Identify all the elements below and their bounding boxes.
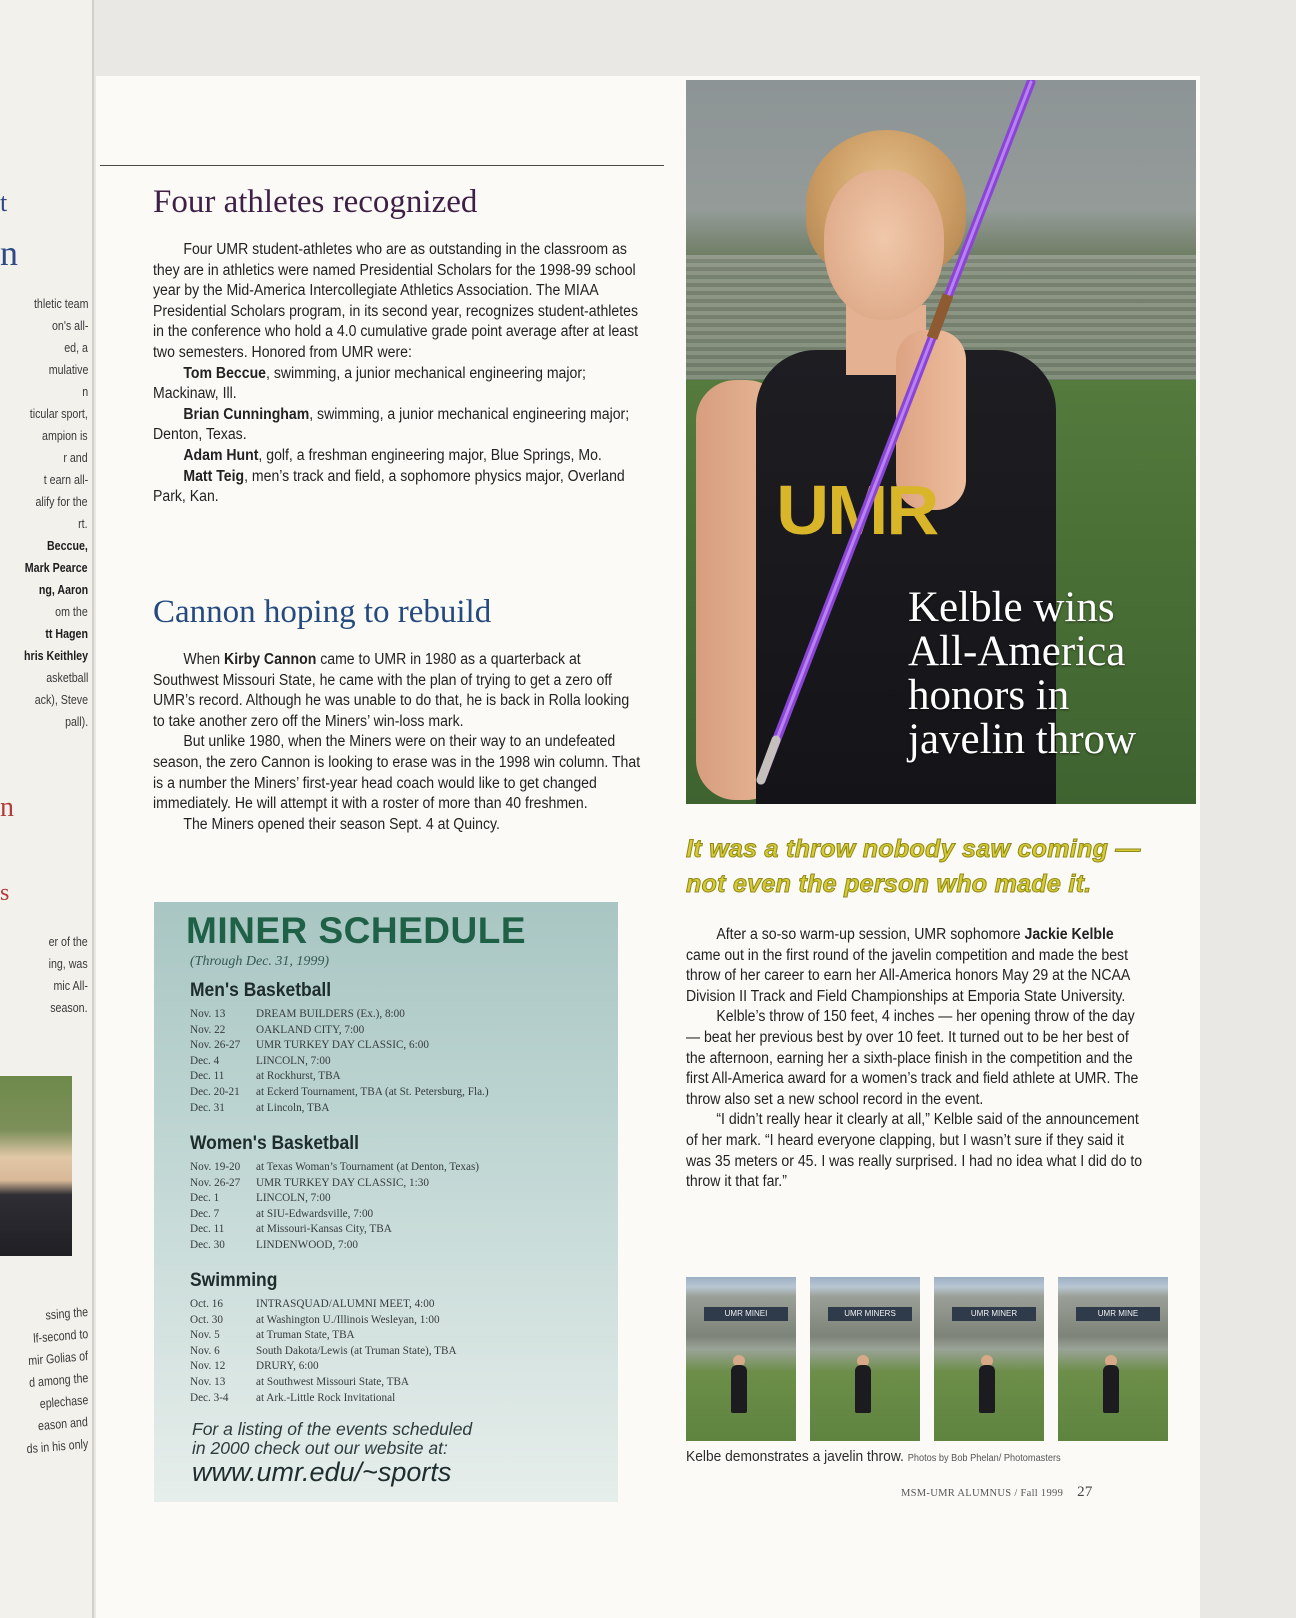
womens-basketball-list: [190, 1160, 610, 1254]
schedule-row: [190, 1328, 610, 1344]
schedule-event: DRURY, 6:00: [256, 1360, 319, 1373]
prev-text-fragment: mulative: [48, 362, 88, 377]
prev-heading-fragment: s: [0, 880, 10, 906]
schedule-date: Oct. 16: [190, 1298, 223, 1310]
prev-heading-fragment: n: [0, 233, 18, 273]
prev-text-fragment: season.: [50, 1000, 88, 1015]
schedule-row: [190, 1101, 610, 1117]
prev-heading-fragment: n: [0, 792, 14, 823]
previous-page-edge: [0, 0, 94, 1618]
cannon-paragraph-2: But unlike 1980, when the Miners were on their way to an undefeated season, the zero Cannon is looking to erase was in the 1998 win column. That is a number the Miners’ first-year head coach would like to get changed immediately. He will attempt it with a roster of more than 40 freshmen.: [153, 733, 641, 813]
schedule-date: Oct. 30: [190, 1313, 223, 1326]
kelble-paragraph-1: After a so-so warm-up session, UMR sophomore Jackie Kelble came out in the first round of the javelin competition and made the best throw of her career to earn her All-America honors May 29 at the NCAA Division II Track and Field Championships at Emporia State University.: [686, 926, 1130, 1005]
schedule-date: Nov. 22: [190, 1023, 226, 1036]
schedule-row: [190, 1023, 610, 1039]
prev-text-fragment: om the: [55, 604, 88, 619]
schedule-title: MINER SCHEDULE: [186, 910, 527, 951]
schedule-event: UMR TURKEY DAY CLASSIC, 1:30: [256, 1176, 429, 1189]
prev-text-fragment: hris Keithley: [24, 648, 88, 663]
schedule-row: [190, 1297, 610, 1313]
schedule-row: [190, 1207, 610, 1223]
prev-text-fragment: tt Hagen: [45, 626, 88, 641]
schedule-event: UMR TURKEY DAY CLASSIC, 6:00: [256, 1039, 429, 1052]
prev-text-fragment: ed, a: [64, 340, 88, 355]
schedule-row: [190, 1238, 610, 1254]
prev-caption-line: eplechase: [39, 1392, 89, 1412]
page-number: 27: [1077, 1484, 1093, 1500]
schedule-date: Nov. 12: [190, 1360, 226, 1373]
swimming-heading: Swimming: [190, 1270, 278, 1291]
schedule-event: at Ark.-Little Rock Invitational: [256, 1391, 396, 1404]
kelble-article-body: [686, 925, 1146, 1193]
umr-shirt-logo: UMR: [776, 471, 938, 549]
prev-text-fragment: er of the: [48, 934, 88, 949]
schedule-date: Dec. 3-4: [190, 1391, 229, 1404]
prev-text-fragment: on's all-: [51, 318, 88, 333]
schedule-date: Dec. 20-21: [190, 1085, 240, 1098]
kelble-paragraph-2: Kelble’s throw of 150 feet, 4 inches — her opening throw of the day — beat her previous best by over 10 feet. It turned out to be her best of the afternoon, earning her a sixth-place finish in the competition and the first All-America award for a women’s track and field athlete at UMR. The throw also set a new school record in the event.: [686, 1008, 1139, 1108]
athlete-figure: [1103, 1365, 1119, 1413]
prev-text-fragment: ack), Steve: [34, 692, 88, 707]
cannon-paragraph-3: The Miners opened their season Sept. 4 at Quincy.: [183, 815, 500, 833]
schedule-date: Dec. 30: [190, 1238, 225, 1251]
schedule-event: DREAM BUILDERS (Ex.), 8:00: [256, 1008, 405, 1020]
athlete-figure: [731, 1365, 747, 1413]
throw-sequence-photo-3: [934, 1277, 1044, 1441]
cannon-body: [153, 650, 641, 835]
prev-text-fragment: alify for the: [35, 494, 88, 509]
womens-basketball-heading: Women's Basketball: [190, 1133, 359, 1154]
schedule-footer-line-1: For a listing of the events scheduled: [192, 1419, 473, 1439]
prev-text-fragment: r and: [63, 450, 88, 465]
schedule-date: Dec. 7: [190, 1207, 220, 1220]
prev-caption-line: d among the: [28, 1370, 89, 1391]
schedule-date: Nov. 5: [190, 1329, 220, 1342]
prev-caption-line: eason and: [37, 1414, 89, 1434]
schedule-event: at Missouri-Kansas City, TBA: [256, 1223, 392, 1236]
mens-basketball-list: [190, 1007, 610, 1116]
athlete-figure: [979, 1365, 995, 1413]
schedule-date: Dec. 11: [190, 1070, 225, 1083]
photo-caption: Kelbe demonstrates a javelin throw. Photos by Bob Phelan/ Photomasters: [686, 1448, 1061, 1465]
four-athletes-body: [153, 240, 641, 508]
sports-website-link[interactable]: www.umr.edu/~sports: [192, 1457, 452, 1487]
throw-sequence-photo-4: [1058, 1277, 1168, 1441]
schedule-date: Nov. 6: [190, 1344, 220, 1357]
stadium-sign: UMR MINER: [952, 1307, 1036, 1321]
stadium-sign: UMR MINE: [1076, 1307, 1160, 1321]
prev-text-fragment: ampion is: [42, 428, 88, 443]
schedule-row: [190, 1085, 610, 1101]
prev-text-fragment: asketball: [45, 670, 88, 685]
cannon-paragraph-1: When Kirby Cannon came to UMR in 1980 as a quarterback at Southwest Missouri State, he came with the plan of trying to get a zero off UMR’s record. Although he was unable to do that, he is back in Rolla looking to take another zero off the Miners’ win-loss mark.: [153, 651, 630, 730]
schedule-subtitle: (Through Dec. 31, 1999): [190, 954, 330, 969]
athlete-figure: [855, 1365, 871, 1413]
prev-text-fragment: ing, was: [48, 956, 88, 971]
four-athletes-heading: Four athletes recognized: [153, 184, 478, 220]
schedule-event: at Rockhurst, TBA: [256, 1070, 341, 1083]
schedule-row: [190, 1344, 610, 1360]
schedule-row: [190, 1391, 610, 1407]
schedule-event: OAKLAND CITY, 7:00: [256, 1023, 365, 1036]
prev-text-fragment: pall).: [64, 714, 88, 729]
feature-headline: Kelble wins All-America honors in javelin throw: [908, 584, 1137, 763]
prev-caption-line: lf-second to: [32, 1326, 89, 1346]
schedule-row: [190, 1191, 610, 1207]
schedule-row: [190, 1176, 610, 1192]
schedule-event: at Truman State, TBA: [256, 1329, 355, 1342]
prev-text-fragment: n: [82, 384, 88, 399]
schedule-date: Nov. 13: [190, 1375, 226, 1388]
page-folio: MSM-UMR ALUMNUS / Fall 1999 27: [901, 1484, 1093, 1500]
honoree-4: Matt Teig, men’s track and field, a sophomore physics major, Overland Park, Kan.: [153, 467, 625, 506]
four-intro: Four UMR student-athletes who are as outstanding in the classroom as they are in athletics were named Presidential Scholars for the 1998-99 school year by the Mid-America Intercollegiate Athletics Association. The MIAA Presidential Scholars program, in its second year, recognizes student-athletes in the conference who hold a 4.0 cumulative grade point average after at least two semesters. Honored from UMR were:: [153, 241, 639, 361]
schedule-event: LINCOLN, 7:00: [256, 1192, 331, 1205]
schedule-date: Nov. 26-27: [190, 1176, 241, 1189]
honoree-2: Brian Cunningham, swimming, a junior mechanical engineering major; Denton, Texas.: [153, 405, 630, 444]
honoree-1: Tom Beccue, swimming, a junior mechanical engineering major; Mackinaw, Ill.: [153, 364, 586, 403]
feature-deck: It was a throw nobody saw coming — not even the person who made it.: [686, 835, 1141, 898]
prev-text-fragment: rt.: [78, 516, 88, 531]
photo-credit: Photos by Bob Phelan/ Photomasters: [907, 1453, 1061, 1464]
prev-text-fragment: Beccue,: [47, 538, 88, 553]
stadium-sign: UMR MINERS: [828, 1307, 912, 1321]
honoree-3: Adam Hunt, golf, a freshman engineering major, Blue Springs, Mo.: [183, 446, 602, 464]
prev-caption-line: mir Golias of: [27, 1348, 89, 1369]
schedule-row: [190, 1007, 610, 1023]
schedule-event: LINCOLN, 7:00: [256, 1054, 331, 1067]
prev-portrait-photo: [0, 1076, 72, 1256]
schedule-row: [190, 1375, 610, 1391]
schedule-footer-line-2: in 2000 check out our website at:: [192, 1438, 448, 1458]
schedule-row: [190, 1160, 610, 1176]
prev-text-fragment: Mark Pearce: [25, 560, 88, 575]
schedule-date: Dec. 11: [190, 1223, 225, 1236]
schedule-row: [190, 1038, 610, 1054]
prev-caption-line: ds in his only: [26, 1436, 89, 1457]
prev-text-fragment: ticular sport,: [29, 406, 88, 421]
prev-text-fragment: t earn all-: [43, 472, 88, 487]
throw-sequence-photo-1: [686, 1277, 796, 1441]
schedule-row: [190, 1069, 610, 1085]
schedule-date: Dec. 4: [190, 1054, 220, 1067]
schedule-row: [190, 1313, 610, 1329]
schedule-date: Nov. 26-27: [190, 1039, 241, 1052]
schedule-date: Dec. 31: [190, 1101, 225, 1114]
prev-caption-line: ssing the: [44, 1304, 89, 1323]
schedule-date: Nov. 13: [190, 1008, 226, 1020]
schedule-event: at Lincoln, TBA: [256, 1101, 330, 1114]
prev-text-fragment: mic All-: [53, 978, 88, 993]
schedule-row: [190, 1054, 610, 1070]
schedule-date: Dec. 1: [190, 1192, 220, 1205]
schedule-date: Nov. 19-20: [190, 1161, 241, 1173]
cannon-heading: Cannon hoping to rebuild: [153, 594, 492, 630]
schedule-event: at Southwest Missouri State, TBA: [256, 1375, 410, 1388]
schedule-event: at Washington U./Illinois Wesleyan, 1:00: [256, 1313, 440, 1326]
top-rule: [100, 165, 664, 166]
schedule-event: LINDENWOOD, 7:00: [256, 1238, 358, 1251]
swimming-list: [190, 1297, 610, 1406]
schedule-footer: [192, 1420, 472, 1458]
prev-text-fragment: ng, Aaron: [38, 582, 88, 597]
schedule-event: at Texas Woman’s Tournament (at Denton, Texas): [256, 1161, 480, 1173]
schedule-event: South Dakota/Lewis (at Truman State), TBA: [256, 1344, 457, 1357]
schedule-row: [190, 1359, 610, 1375]
schedule-event: at Eckerd Tournament, TBA (at St. Petersburg, Fla.): [256, 1085, 489, 1098]
schedule-event: at SIU-Edwardsville, 7:00: [256, 1207, 374, 1220]
throw-sequence-photo-2: [810, 1277, 920, 1441]
prev-heading-fragment: t: [0, 188, 8, 217]
prev-text-fragment: thletic team: [33, 296, 88, 311]
kelble-paragraph-3: “I didn’t really hear it clearly at all,” Kelble said of the announcement of her mark. “I heard everyone clapping, but I wasn’t sure if they said it was 35 meters or 45. I was really surprised. I had no idea what I did do to throw it that far.”: [686, 1111, 1143, 1191]
schedule-row: [190, 1222, 610, 1238]
schedule-event: INTRASQUAD/ALUMNI MEET, 4:00: [256, 1298, 435, 1310]
stadium-sign: UMR MINEI: [704, 1307, 788, 1321]
mens-basketball-heading: Men's Basketball: [190, 980, 332, 1001]
